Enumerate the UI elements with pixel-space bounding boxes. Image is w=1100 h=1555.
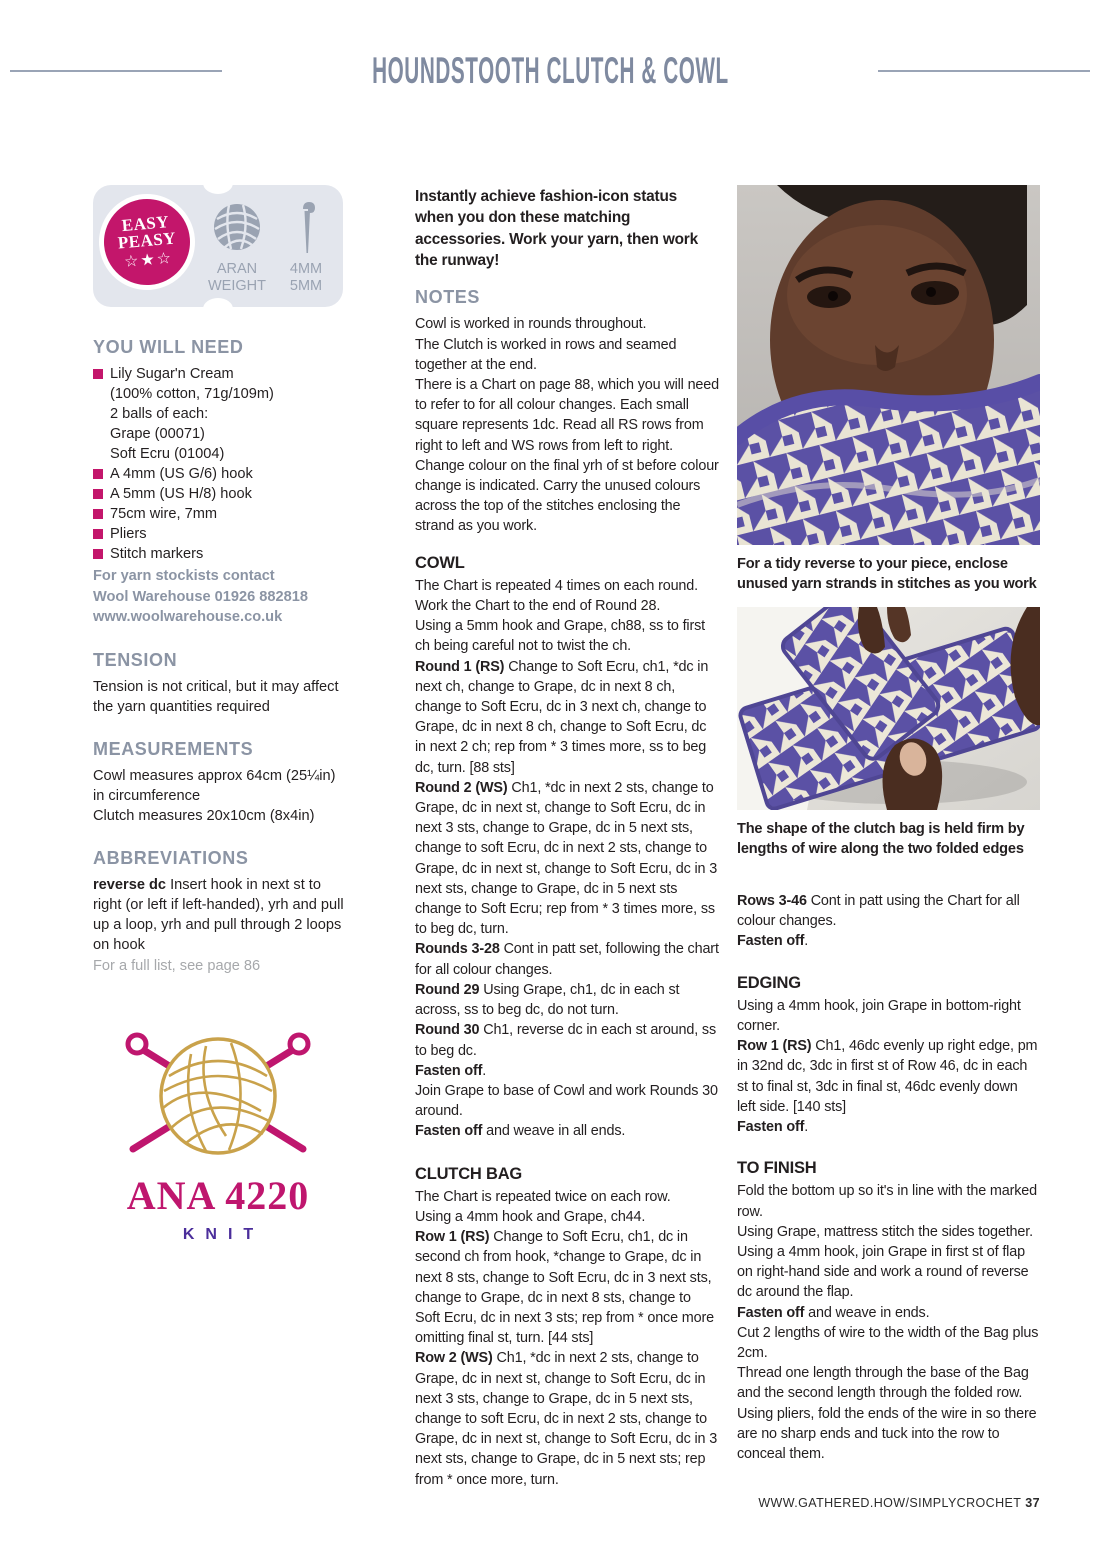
pattern-paragraph: Thread one length through the base of the Bag and the second length through the folded row. bbox=[737, 1365, 1029, 1402]
pattern-paragraph: Using pliers, fold the ends of the wire in so there are no sharp ends and tuck into the row to conceal them. bbox=[737, 1405, 1037, 1463]
pattern-paragraph: Row 1 (RS) Change to Soft Ecru, ch1, dc in second ch from hook, *change to Grape, dc in next 8 sts, change to Soft Ecru, dc in 3 next sts, change to Grape, dc in next 8 sts, change to Soft Ecru, dc in next 3 sts; rep from * once more omitting final st, turn. [44 sts] bbox=[415, 1229, 714, 1347]
measurement-line: Cowl measures approx 64cm (25¼in) in circumference bbox=[93, 767, 336, 804]
yarn-weight-label-2: WEIGHT bbox=[208, 278, 266, 294]
pattern-paragraph: Round 2 (WS) Ch1, *dc in next 2 sts, change to Grape, dc in next st, change to Soft Ecru, dc in next 3 sts, change to Grape, dc in 5 next sts, change to soft Ecru, dc in next 2 sts, change to Grape, dc in next st, change to Soft Ecru, dc in 3 next sts, change to Grape, dc in 5 next sts change to Soft Ecru; rep from * 3 times more, ss to beg dc, turn. bbox=[415, 779, 718, 938]
measurement-line: Clutch measures 20x10cm (8x4in) bbox=[93, 807, 315, 824]
pattern-paragraph: Work the Chart to the end of Round 28. bbox=[415, 598, 661, 615]
you-will-need-list bbox=[93, 364, 345, 564]
pattern-paragraph: Fasten off. bbox=[415, 1062, 487, 1079]
pattern-paragraph: The Chart is repeated twice on each row. bbox=[415, 1188, 671, 1205]
pattern-paragraph: Fasten off and weave in all ends. bbox=[415, 1123, 626, 1140]
list-item: 75cm wire, 7mm bbox=[93, 504, 345, 524]
brand-name: ANA 4220 bbox=[126, 1172, 310, 1218]
list-item: Lily Sugar'n Cream bbox=[93, 364, 345, 384]
hook-size-cell bbox=[275, 199, 337, 295]
header-rule-left bbox=[10, 70, 222, 72]
pattern-paragraph: Using a 4mm hook, join Grape in bottom-right corner. bbox=[737, 997, 1021, 1035]
pattern-paragraph: Rows 3-46 Cont in patt using the Chart for all colour changes. bbox=[737, 893, 1020, 930]
bullet-square-icon bbox=[93, 549, 103, 559]
hook-size-label-2: 5MM bbox=[289, 278, 323, 294]
list-item: Soft Ecru (01004) bbox=[110, 446, 225, 462]
page-footer bbox=[0, 1496, 1040, 1510]
list-item: 2 balls of each: bbox=[110, 406, 209, 422]
pattern-paragraph: Row 2 (WS) Ch1, *dc in next 2 sts, change to Grape, dc in next st, change to Soft Ecru, dc in next 3 sts, change to Grape, dc in 5 next sts, change to soft Ecru, dc in next 2 sts, change to Grape, dc in next st, change to Soft Ecru, dc in 3 next sts, change to Grape, dc in 5 next sts; rep from * once more, turn. bbox=[415, 1350, 718, 1488]
to-finish-heading: TO FINISH bbox=[737, 1159, 817, 1178]
pattern-column-main bbox=[415, 186, 719, 1490]
abbreviation-entry: reverse dc Insert hook in next st to right (or left if left-handed), yrh and pull up a loop, yrh and pull through 2 loops on hook bbox=[93, 876, 344, 953]
difficulty-badge bbox=[95, 190, 199, 294]
list-item: (100% cotton, 71g/109m) bbox=[110, 386, 274, 402]
photo1-caption: For a tidy reverse to your piece, enclose unused yarn strands in stitches as you work bbox=[737, 556, 1037, 592]
pattern-paragraph: Rounds 3-28 Cont in patt set, following the chart for all colour changes. bbox=[415, 941, 719, 978]
footer-page-number: 37 bbox=[1025, 1496, 1040, 1510]
header-rule-right bbox=[878, 70, 1090, 72]
page-title: HOUNDSTOOTH CLUTCH & COWL bbox=[371, 50, 729, 91]
stockist-info bbox=[93, 566, 345, 628]
pattern-paragraph: Round 1 (RS) Change to Soft Ecru, ch1, *dc in next ch, change to Grape, dc in next 8 ch, change to Soft Ecru, dc in 3 next ch, change to Grape, dc in next 8 ch, change to Soft Ecru, dc in next 2 ch; rep from * 3 times more, ss to beg dc, turn. [88 sts] bbox=[415, 658, 709, 776]
bullet-square-icon bbox=[93, 469, 103, 479]
list-item: A 5mm (US H/8) hook bbox=[93, 484, 345, 504]
stockist-line: For yarn stockists contact bbox=[93, 568, 275, 584]
pattern-paragraph: Fasten off. bbox=[737, 933, 809, 950]
difficulty-label: EASY bbox=[120, 211, 170, 235]
pattern-column-right bbox=[737, 185, 1040, 1464]
brand-subtitle: KNIT bbox=[182, 1225, 265, 1243]
pattern-paragraph: Fasten off and weave in ends. bbox=[737, 1304, 930, 1321]
yarn-weight-cell bbox=[201, 199, 273, 295]
pattern-paragraph: Using Grape, mattress stitch the sides together. bbox=[737, 1223, 1033, 1240]
bullet-square-icon bbox=[93, 509, 103, 519]
list-item: A 4mm (US G/6) hook bbox=[93, 464, 345, 484]
stockist-url: www.woolwarehouse.co.uk bbox=[93, 609, 283, 625]
pattern-paragraph: Round 29 Using Grape, ch1, dc in each st across, ss to beg dc, do not turn. bbox=[415, 981, 680, 1019]
yarn-and-needles-logo-icon bbox=[111, 1016, 325, 1168]
notes-paragraph: Cowl is worked in rounds throughout. bbox=[415, 316, 647, 333]
bullet-square-icon bbox=[93, 369, 103, 379]
cowl-photo bbox=[737, 185, 1040, 545]
notes-heading: NOTES bbox=[415, 287, 481, 308]
pattern-paragraph: Using a 5mm hook and Grape, ch88, ss to first ch being careful not to twist the ch. bbox=[415, 618, 705, 655]
abbreviations-heading: ABBREVIATIONS bbox=[93, 847, 249, 868]
difficulty-stars: ☆★☆ bbox=[123, 249, 174, 271]
pattern-paragraph: Fold the bottom up so it's in line with the marked row. bbox=[737, 1183, 1038, 1220]
yarn-weight-label: ARAN bbox=[216, 261, 258, 277]
measurements-heading: MEASUREMENTS bbox=[93, 738, 254, 759]
difficulty-label-2: PEASY bbox=[116, 228, 177, 253]
pattern-paragraph: Using a 4mm hook, join Grape in first st of flap on right-hand side and work a round of reverse dc around the flap. bbox=[737, 1244, 1029, 1301]
pattern-paragraph: Join Grape to base of Cowl and work Rounds 30 around. bbox=[415, 1082, 718, 1120]
tension-heading: TENSION bbox=[93, 649, 178, 670]
intro-paragraph: Instantly achieve fashion-icon status when you don these matching accessories. Work your yarn, then work the runway! bbox=[415, 188, 698, 269]
notes-paragraph: There is a Chart on page 88, which you will need to refer to for all colour changes. Each small square represents 1dc. Read all RS rows from right to left and WS rows from left to right. Change colour on the final yrh of st before colour change is indicated. Carry the unused colours across the top of the stitches enclosing the strand as you work. bbox=[415, 377, 719, 535]
clutch-bag-heading: CLUTCH BAG bbox=[415, 1164, 523, 1183]
you-will-need-heading: YOU WILL NEED bbox=[93, 337, 244, 357]
list-item: Stitch markers bbox=[93, 544, 345, 564]
abbreviations-footnote: For a full list, see page 86 bbox=[93, 957, 261, 974]
page-header bbox=[0, 52, 1100, 89]
pattern-paragraph: Round 30 Ch1, reverse dc in each st around, ss to beg dc. bbox=[415, 1022, 717, 1059]
pattern-paragraph: Cut 2 lengths of wire to the width of the Bag plus 2cm. bbox=[737, 1324, 1039, 1362]
pattern-paragraph: Fasten off. bbox=[737, 1119, 809, 1136]
yarn-ball-icon bbox=[201, 199, 273, 255]
list-item: Grape (00071) bbox=[110, 426, 205, 442]
notes-paragraph: The Clutch is worked in rows and seamed together at the end. bbox=[415, 336, 677, 373]
pattern-info-badge bbox=[93, 185, 343, 307]
pattern-paragraph: Using a 4mm hook and Grape, ch44. bbox=[415, 1208, 646, 1225]
pattern-paragraph: Row 1 (RS) Ch1, 46dc evenly up right edge, pm in 32nd dc, 3dc in first st of Row 46, dc in each st to final st, 3dc in final st, 46dc evenly down left side. [140 sts] bbox=[737, 1038, 1038, 1115]
stockist-line: Wool Warehouse 01926 882818 bbox=[93, 588, 308, 605]
hook-size-label: 4MM bbox=[289, 261, 323, 277]
crochet-hook-icon bbox=[275, 199, 337, 255]
edging-heading: EDGING bbox=[737, 973, 801, 992]
brand-logo bbox=[93, 1016, 343, 1245]
photo2-caption: The shape of the clutch bag is held firm by lengths of wire along the two folded edges bbox=[737, 821, 1025, 857]
footer-url: WWW.GATHERED.HOW/SIMPLYCROCHET bbox=[758, 1496, 1022, 1510]
list-item: Pliers bbox=[93, 524, 345, 544]
clutch-photo bbox=[737, 607, 1040, 810]
left-sidebar bbox=[93, 183, 345, 1245]
pattern-paragraph: The Chart is repeated 4 times on each round. bbox=[415, 577, 698, 594]
tension-body: Tension is not critical, but it may affect the yarn quantities required bbox=[93, 678, 339, 715]
cowl-heading: COWL bbox=[415, 553, 465, 572]
bullet-square-icon bbox=[93, 529, 103, 539]
bullet-square-icon bbox=[93, 489, 103, 499]
